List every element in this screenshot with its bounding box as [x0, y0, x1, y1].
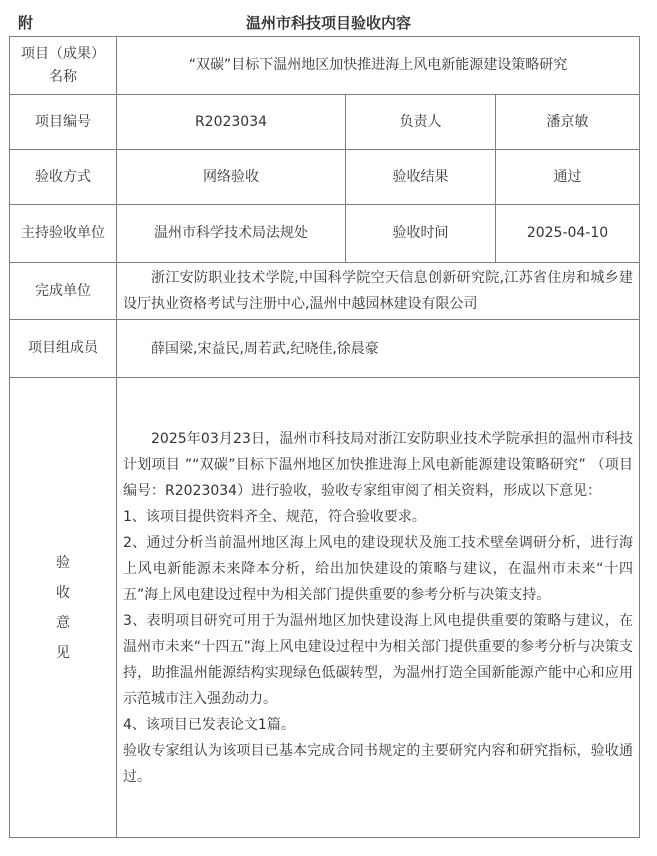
- value-acceptance-time: 2025-04-10: [496, 205, 640, 263]
- page-title: 温州市科技项目验收内容: [245, 14, 411, 32]
- opinion-char: 收: [56, 584, 70, 601]
- label-acceptance-method: 验收方式: [10, 150, 117, 205]
- value-project-number: R2023034: [117, 95, 346, 150]
- opinion-item-2: 2、通过分析当前温州地区海上风电的建设现状及施工技术壁垒调研分析，进行海上风电新能源未来降本分析，给出加快建设的策略与建议，在温州市未来“十四五”海上风电建设过程中为相关部门提供重要的参考分析与决策支持。: [123, 534, 634, 603]
- value-acceptance-result: 通过: [496, 150, 640, 205]
- label-completion-unit: 完成单位: [10, 263, 117, 320]
- value-acceptance-method: 网络验收: [117, 150, 346, 205]
- value-project-name: “双碳”目标下温州地区加快推进海上风电新能源建设策略研究: [117, 37, 640, 95]
- row-acceptance-method: [10, 150, 640, 205]
- label-members: 项目组成员: [10, 320, 117, 378]
- label-acceptance-time: 验收时间: [346, 205, 496, 263]
- opinion-intro: 2025年03月23日，温州市科技局对浙江安防职业技术学院承担的温州市科技计划项目 ”“双碳”目标下温州地区加快推进海上风电新能源建设策略研究” （项目编号：R2023034）进行验收，验收专家组审阅了相关资料，形成以下意见：: [123, 430, 634, 499]
- opinion-item-1: 1、该项目提供资料齐全、规范，符合验收要求。: [123, 508, 426, 525]
- opinion-item-3: 3、表明项目研究可用于为温州地区加快建设海上风电提供重要的策略与建议，在温州市未来“十四五”海上风电建设过程中为相关部门提供重要的参考分析与决策支持，助推温州能源结构实现绿色低碳转型，为温州打造全国新能源产能中心和应用示范城市注入强劲动力。: [123, 612, 634, 707]
- opinion-item-4: 4、该项目已发表论文1篇。: [123, 716, 295, 733]
- members-text: 薛国梁,宋益民,周若武,纪晓佳,徐晨豪: [151, 340, 379, 357]
- label-acceptance-result: 验收结果: [346, 150, 496, 205]
- row-members: [10, 320, 640, 378]
- value-host-unit: 温州市科学技术局法规处: [117, 205, 346, 263]
- opinion-conclusion: 验收专家组认为该项目已基本完成合同书规定的主要研究内容和研究指标，验收通过。: [123, 742, 634, 785]
- row-project-number: [10, 95, 640, 150]
- value-completion-unit: [117, 263, 640, 320]
- value-members: [117, 320, 640, 378]
- opinion-char: 验: [56, 554, 70, 571]
- label-leader: 负责人: [346, 95, 496, 150]
- opinion-char: 意: [56, 614, 70, 631]
- label-project-name: 项目（成果）名称: [10, 37, 117, 95]
- row-completion-unit: [10, 263, 640, 320]
- label-project-number: 项目编号: [10, 95, 117, 150]
- label-opinion: [10, 378, 117, 838]
- opinion-char: 见: [56, 644, 70, 661]
- row-host-unit: [10, 205, 640, 263]
- acceptance-table: [9, 36, 640, 838]
- attachment-label: 附: [18, 14, 34, 32]
- row-project-name: [10, 37, 640, 95]
- completion-unit-text: 浙江安防职业技术学院,中国科学院空天信息创新研究院,江苏省住房和城乡建设厅执业资格考试与注册中心,温州中越园林建设有限公司: [123, 270, 634, 312]
- row-opinion: [10, 378, 640, 838]
- label-host-unit: 主持验收单位: [10, 205, 117, 263]
- document-header: [0, 0, 657, 36]
- value-opinion: [117, 378, 640, 838]
- value-leader: 潘京敏: [496, 95, 640, 150]
